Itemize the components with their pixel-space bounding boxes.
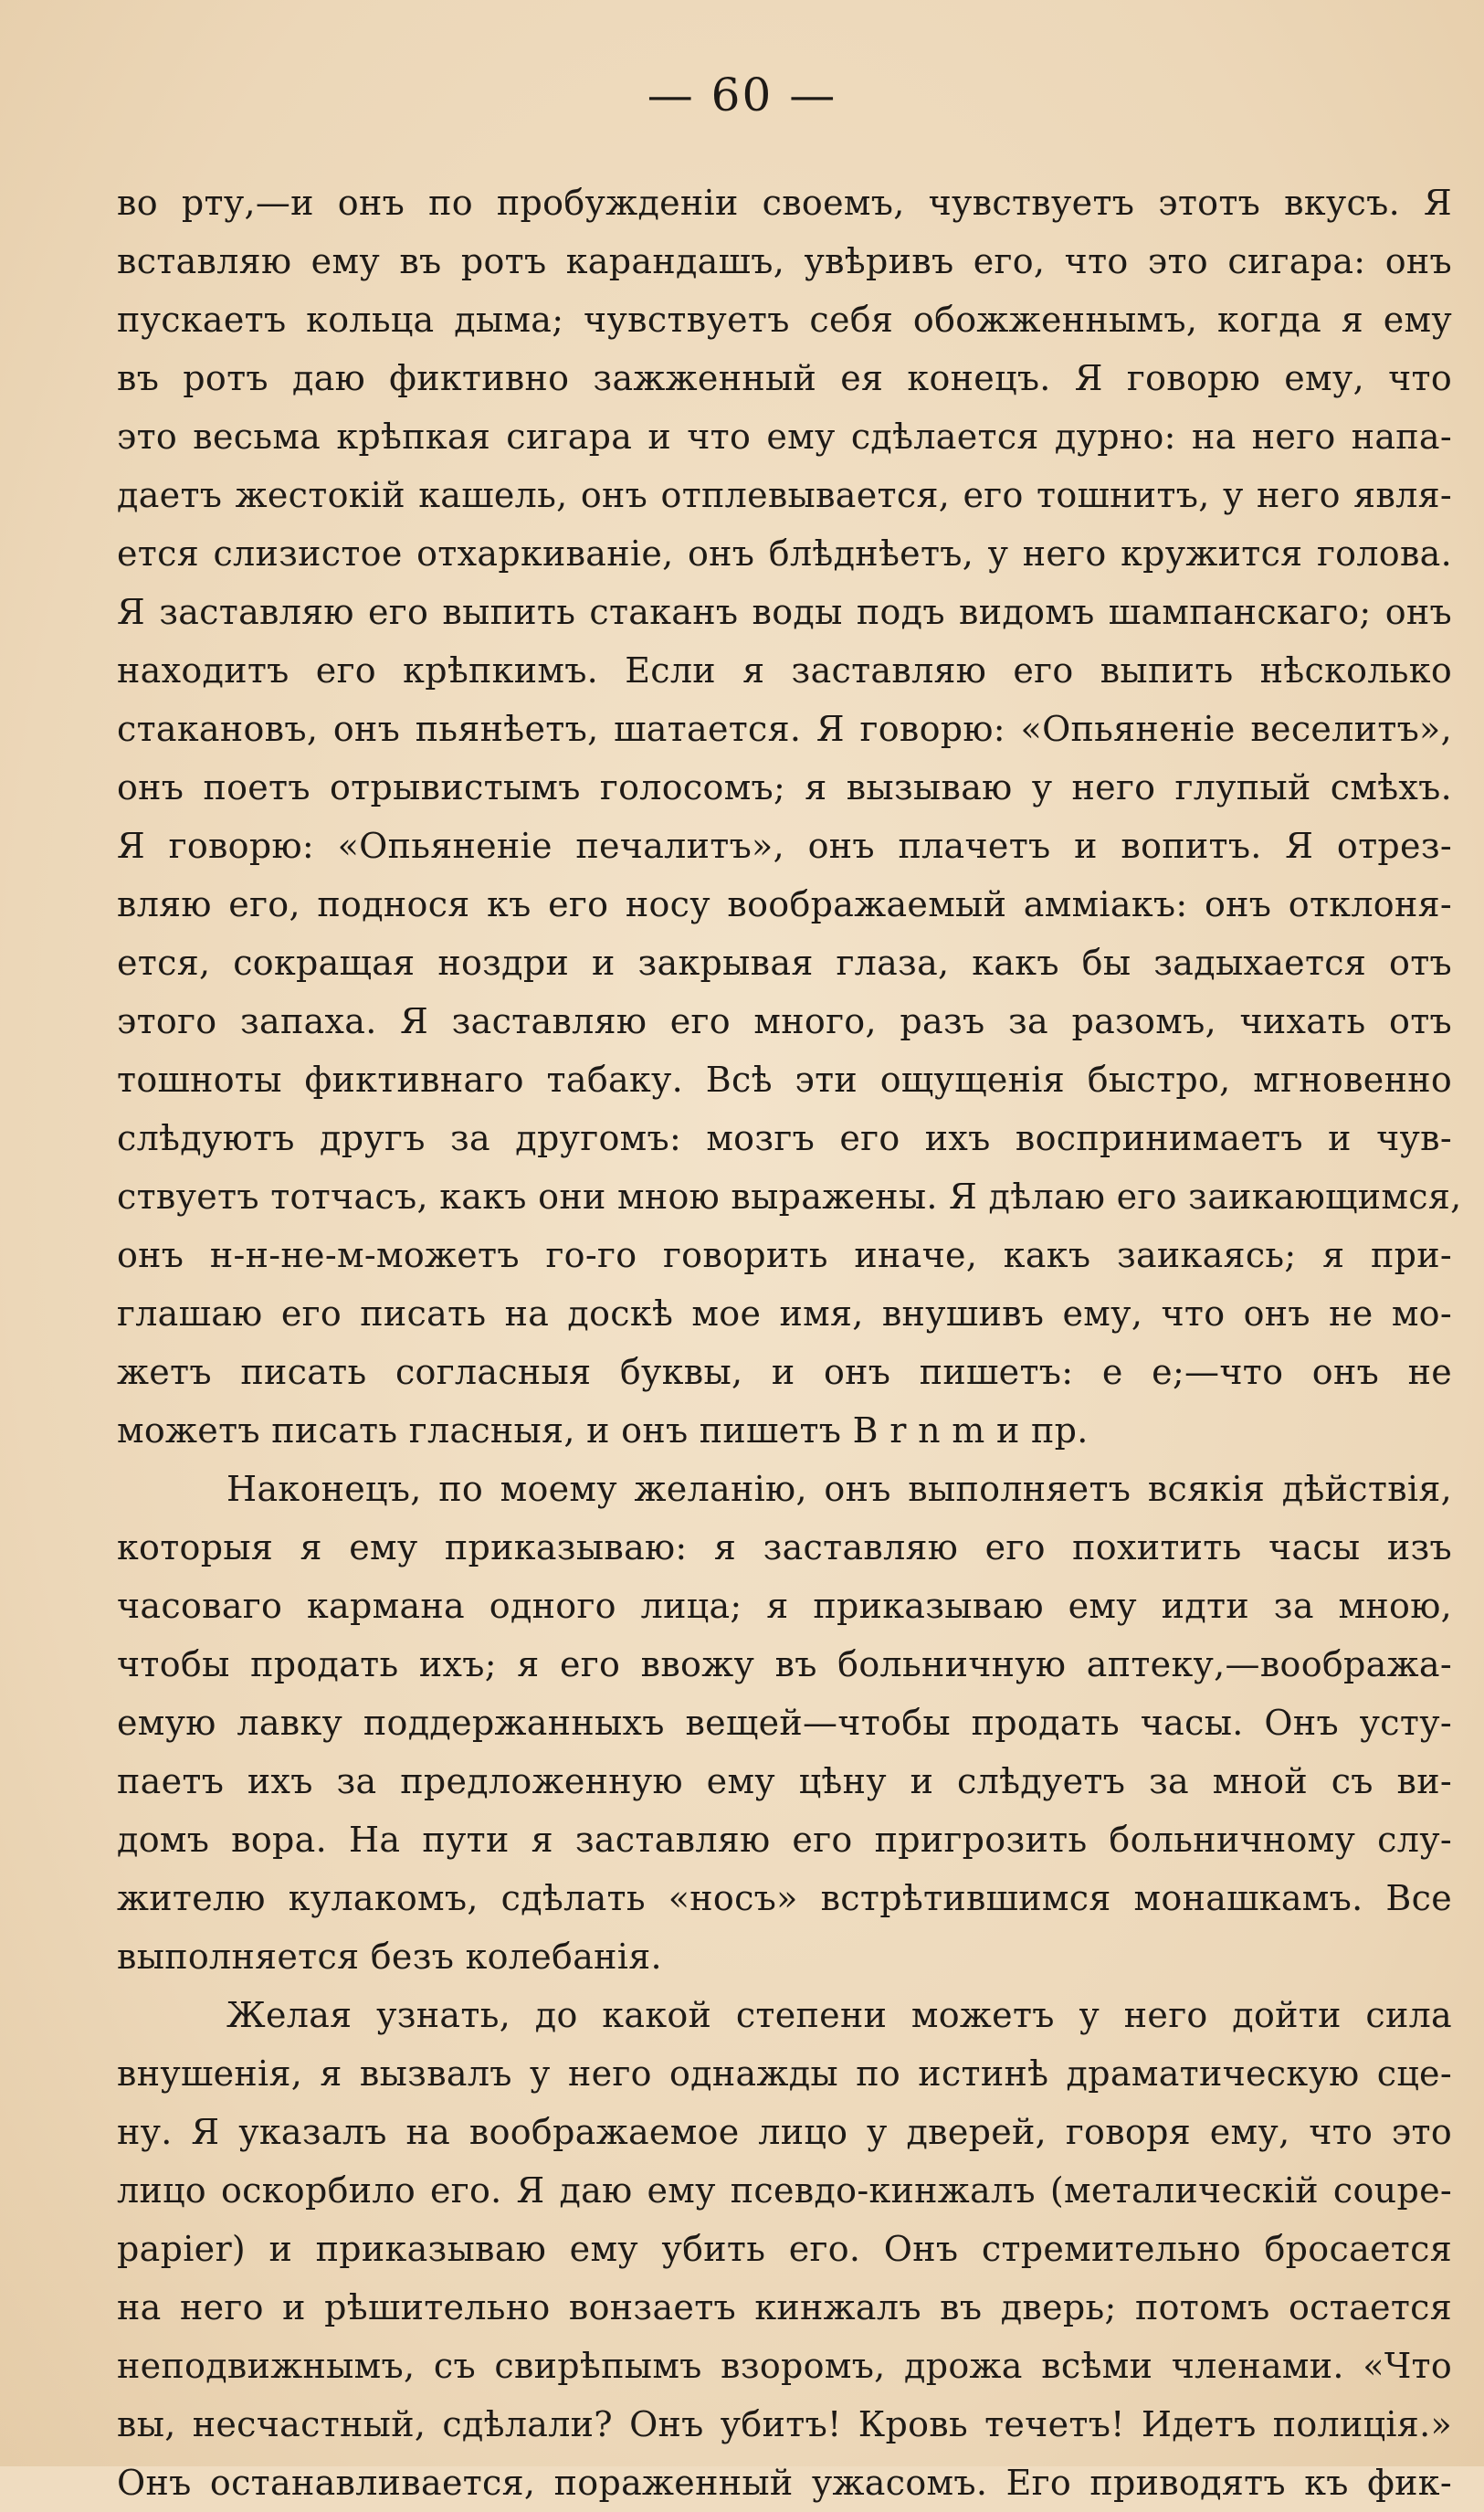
text-line: пускаетъ кольца дыма; чувствуетъ себя обожженнымъ, когда я ему bbox=[117, 300, 1452, 340]
text-line: это весьма крѣпкая сигара и что ему сдѣлается дурно: на него напа- bbox=[117, 417, 1452, 457]
text-line: чтобы продать ихъ; я его ввожу въ больничную аптеку,—вообража- bbox=[117, 1644, 1452, 1684]
text-line: во рту,—и онъ по пробужденіи своемъ, чувствуетъ этотъ вкусъ. Я bbox=[117, 183, 1452, 223]
text-line: выполняется безъ колебанія. bbox=[117, 1937, 662, 1977]
text-line: можетъ писать гласныя, и онъ пишетъ B r n m и пр. bbox=[117, 1410, 1089, 1451]
text-line: ну. Я указалъ на воображаемое лицо у дверей, говоря ему, что это bbox=[117, 2112, 1452, 2152]
text-line: онъ поетъ отрывистымъ голосомъ; я вызываю у него глупый смѣхъ. bbox=[117, 767, 1452, 807]
text-line: внушенія, я вызвалъ у него однажды по истинѣ драматическую сце- bbox=[117, 2053, 1452, 2094]
text-line: емую лавку поддержанныхъ вещей—чтобы продать часы. Онъ усту- bbox=[117, 1703, 1452, 1743]
text-line: стакановъ, онъ пьянѣетъ, шатается. Я говорю: «Опьяненіе веселитъ», bbox=[117, 709, 1452, 749]
text-line: часоваго кармана одного лица; я приказываю ему идти за мною, bbox=[117, 1586, 1452, 1626]
text-line: тошноты фиктивнаго табаку. Всѣ эти ощущенія быстро, мгновенно bbox=[117, 1060, 1452, 1100]
text-line: этого запаха. Я заставляю его много, разъ за разомъ, чихать отъ bbox=[117, 1001, 1452, 1041]
text-line: которыя я ему приказываю: я заставляю его похитить часы изъ bbox=[117, 1527, 1452, 1567]
text-line: домъ вора. На пути я заставляю его пригрозить больничному слу- bbox=[117, 1820, 1452, 1860]
text-line: вы, несчастный, сдѣлали? Онъ убитъ! Кровь течетъ! Идетъ полиція.» bbox=[117, 2404, 1452, 2444]
text-line: въ ротъ даю фиктивно зажженный ея конецъ. Я говорю ему, что bbox=[117, 358, 1452, 398]
text-line: ствуетъ тотчасъ, какъ они мною выражены. Я дѣлаю его заикающимся, bbox=[117, 1177, 1462, 1217]
text-line: жителю кулакомъ, сдѣлать «носъ» встрѣтившимся монашкамъ. Все bbox=[117, 1878, 1452, 1918]
text-line: паетъ ихъ за предложенную ему цѣну и слѣдуетъ за мной съ ви- bbox=[117, 1761, 1452, 1801]
paragraph-start-line: Желая узнать, до какой степени можетъ у него дойти сила bbox=[226, 1995, 1452, 2035]
paragraph-start-line: Наконецъ, по моему желанію, онъ выполняетъ всякія дѣйствія, bbox=[226, 1469, 1452, 1509]
text-line: ется слизистое отхаркиваніе, онъ блѣднѣетъ, у него кружится голова. bbox=[117, 533, 1452, 574]
text-line: находитъ его крѣпкимъ. Если я заставляю его выпить нѣсколько bbox=[117, 650, 1452, 691]
text-line: лицо оскорбило его. Я даю ему псевдо-кинжалъ (металическій coupe- bbox=[117, 2170, 1452, 2211]
text-line: вставляю ему въ ротъ карандашъ, увѣривъ его, что это сигара: онъ bbox=[117, 241, 1452, 281]
text-line: неподвижнымъ, съ свирѣпымъ взоромъ, дрожа всѣми членами. «Что bbox=[117, 2346, 1452, 2386]
body-text bbox=[117, 174, 1462, 2512]
text-line: ется, сокращая ноздри и закрывая глаза, какъ бы задыхается отъ bbox=[117, 943, 1452, 983]
text-line: жетъ писать согласныя буквы, и онъ пишетъ: е е;—что онъ не bbox=[117, 1352, 1452, 1392]
text-line: слѣдуютъ другъ за другомъ: мозгъ его ихъ воспринимаетъ и чув- bbox=[117, 1118, 1452, 1158]
text-line: Я заставляю его выпить стаканъ воды подъ видомъ шампанскаго; онъ bbox=[117, 592, 1452, 632]
text-line: даетъ жестокій кашель, онъ отплевывается, его тошнитъ, у него явля- bbox=[117, 475, 1452, 515]
text-line: Онъ останавливается, пораженный ужасомъ. Его приводятъ къ фик- bbox=[117, 2463, 1452, 2503]
page-number: — 60 — bbox=[647, 69, 837, 121]
text-line: вляю его, поднося къ его носу воображаемый амміакъ: онъ отклоня- bbox=[117, 884, 1452, 924]
text-line: Я говорю: «Опьяненіе печалитъ», онъ плачетъ и вопитъ. Я отрез- bbox=[117, 826, 1452, 866]
text-line: онъ н-н-не-м-можетъ го-го говорить иначе, какъ заикаясь; я при- bbox=[117, 1235, 1452, 1275]
text-line: на него и рѣшительно вонзаетъ кинжалъ въ дверь; потомъ остается bbox=[117, 2287, 1452, 2327]
text-line: глашаю его писать на доскѣ мое имя, внушивъ ему, что онъ не мо- bbox=[117, 1293, 1452, 1334]
text-line: papier) и приказываю ему убить его. Онъ стремительно бросается bbox=[117, 2229, 1452, 2269]
